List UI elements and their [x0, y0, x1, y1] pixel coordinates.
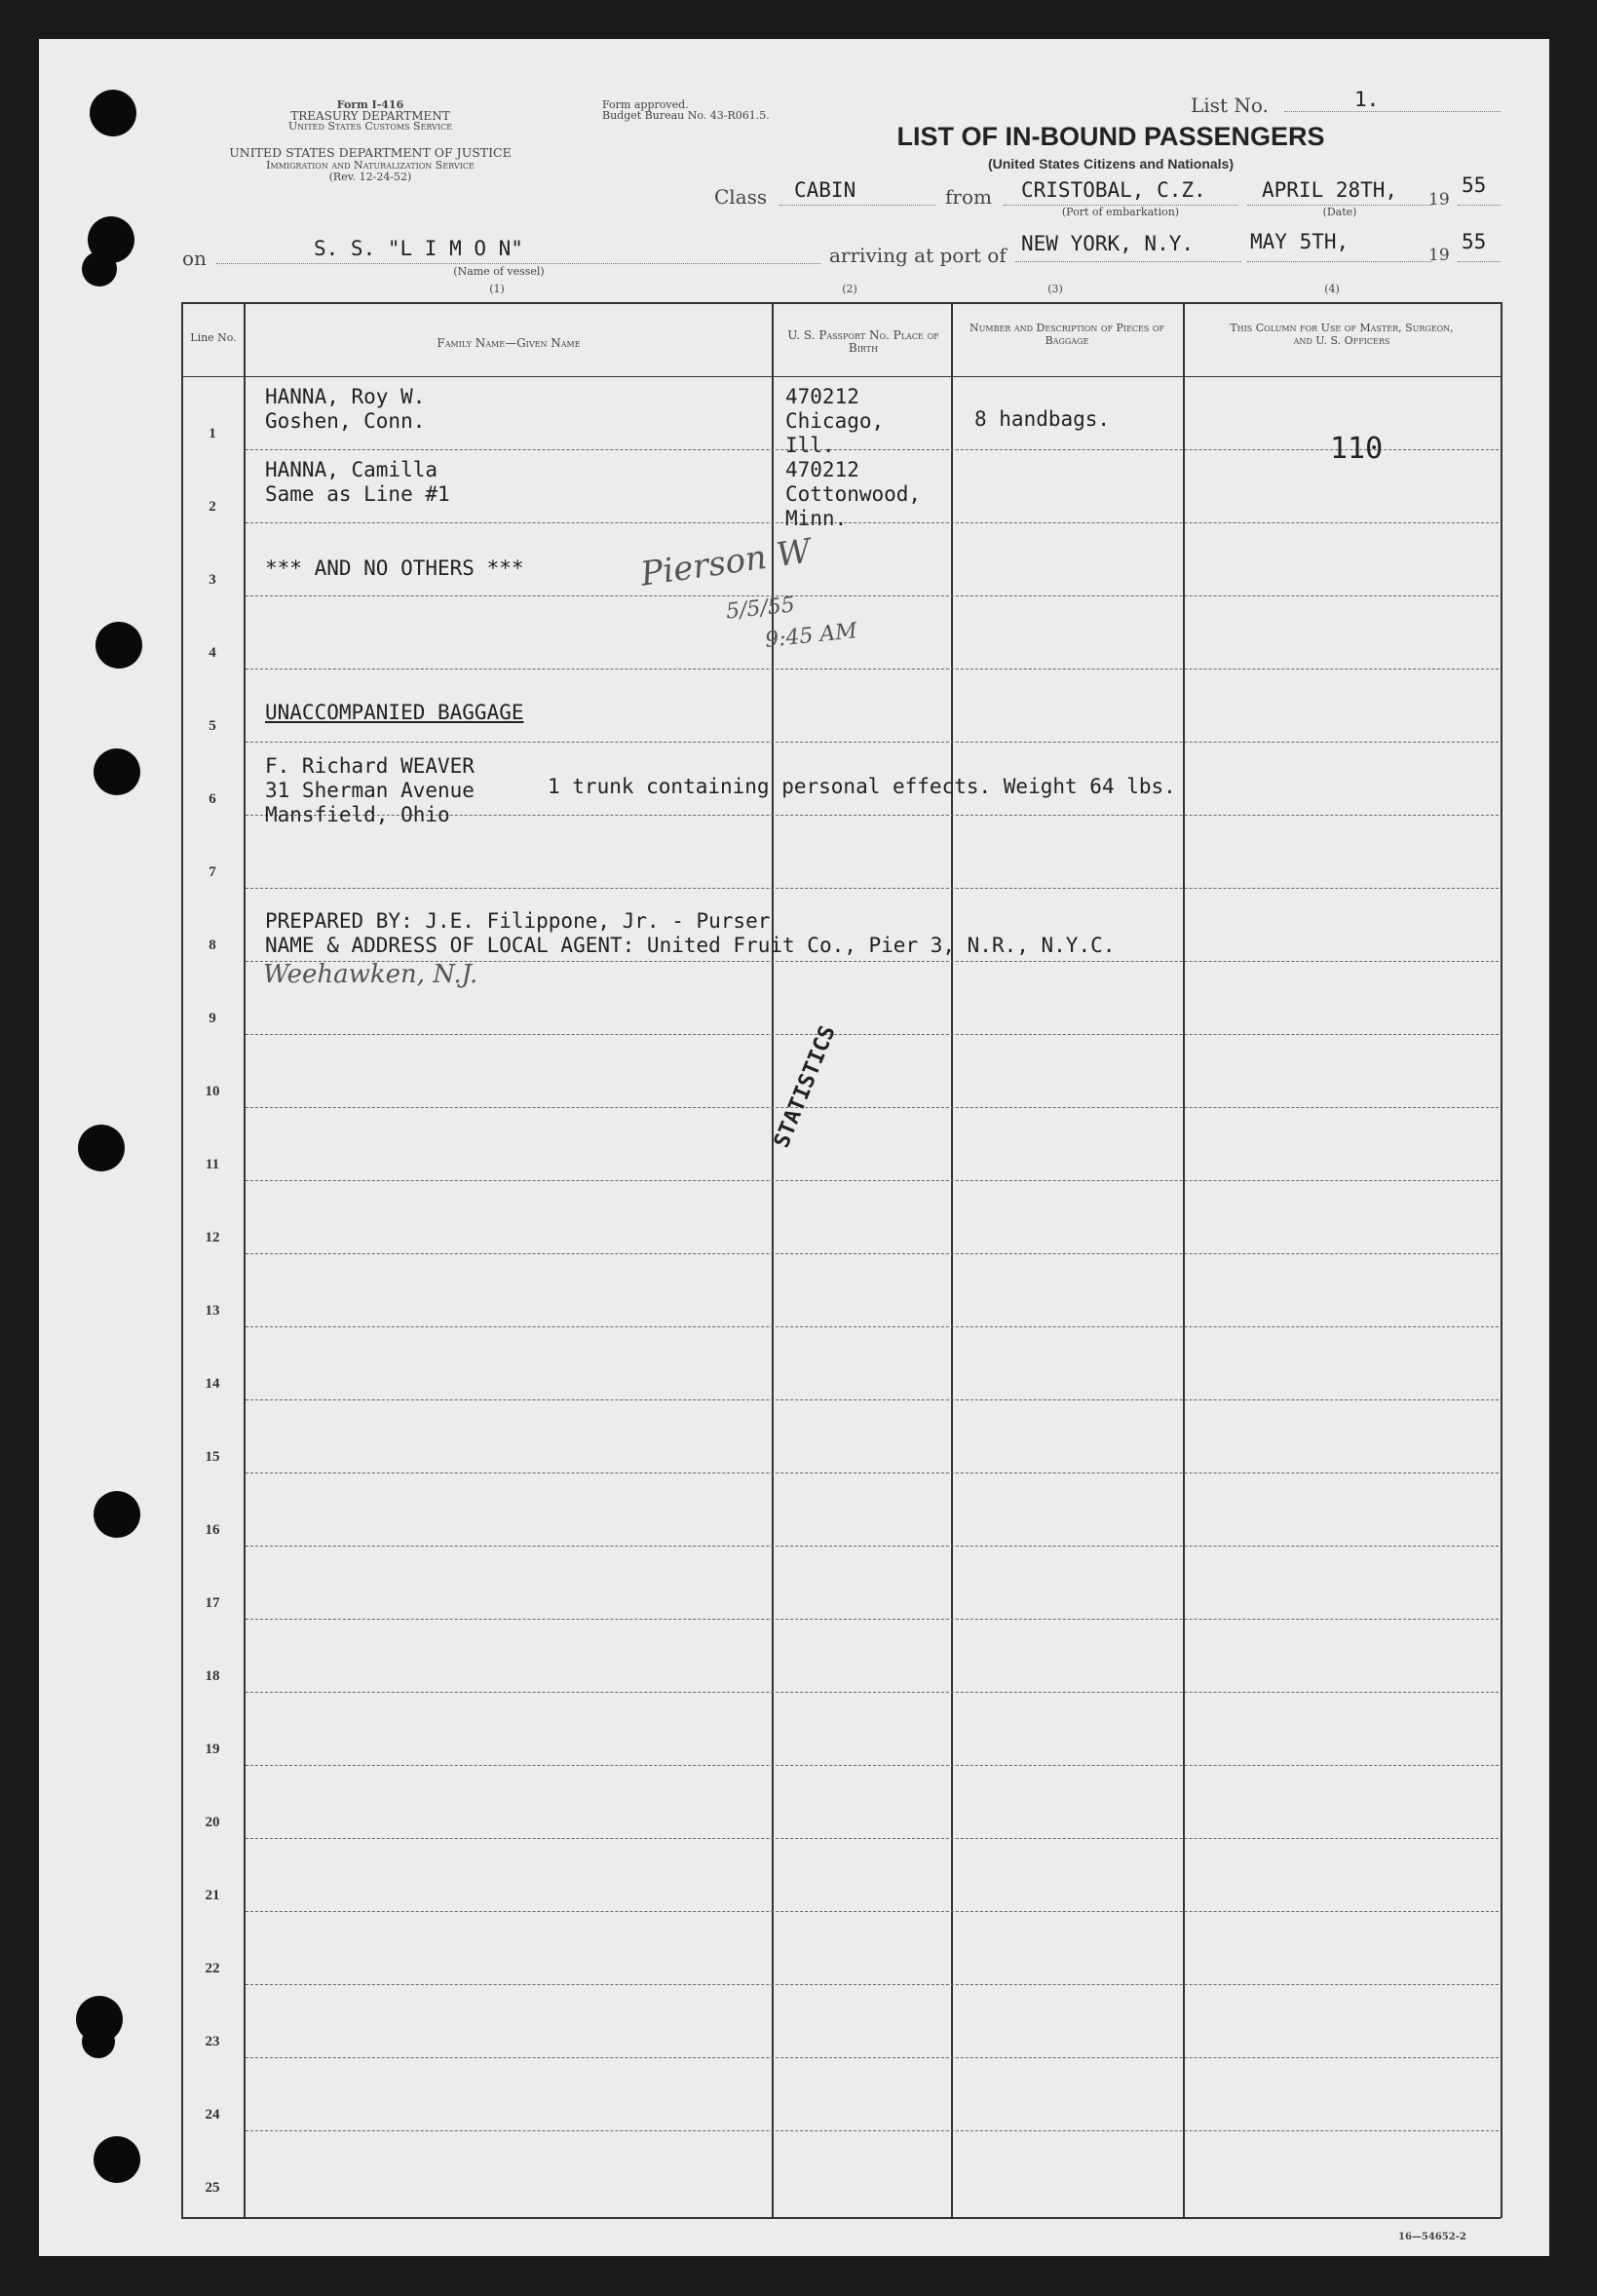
form-approved: Form approved. — [602, 98, 689, 111]
vessel-value: S. S. "L I M O N" — [314, 237, 523, 260]
arriving-label: arriving at port of — [829, 244, 1007, 267]
year-field-2 — [1458, 261, 1501, 262]
row-line — [246, 1180, 1499, 1181]
line-number: 3 — [209, 572, 216, 588]
list-no-value: 1. — [1354, 88, 1380, 111]
line-number: 23 — [205, 2034, 220, 2049]
line-number: 6 — [209, 791, 216, 807]
passenger-1-birthplace-state: Ill. — [785, 434, 835, 457]
line-number: 21 — [205, 1888, 220, 1903]
from-label: from — [945, 185, 992, 209]
line-number: 19 — [205, 1741, 220, 1757]
date-caption: (Date) — [1322, 206, 1357, 218]
inspector-time: 9:45 AM — [763, 619, 858, 653]
punch-hole — [95, 622, 142, 669]
line-number: 4 — [209, 645, 216, 661]
row-line — [246, 1692, 1499, 1693]
row-line — [246, 1911, 1499, 1912]
no-others-note: *** AND NO OTHERS *** — [265, 556, 524, 580]
officer-mark: 110 — [1330, 432, 1384, 466]
table-bottom-border — [181, 2217, 1501, 2219]
line-number: 1 — [209, 426, 216, 441]
row-line — [246, 1034, 1499, 1035]
line-number: 25 — [205, 2180, 220, 2196]
row-line — [246, 1326, 1499, 1327]
col-num-1: (1) — [489, 283, 505, 295]
unaccompanied-name: F. Richard WEAVER — [265, 754, 475, 778]
table-header-border — [181, 376, 1501, 377]
header-name: Family Name—Given Name — [437, 336, 581, 350]
vessel-caption: (Name of vessel) — [453, 265, 545, 278]
document-page — [39, 39, 1549, 2256]
arrival-port-value: NEW YORK, N.Y. — [1021, 232, 1195, 255]
passenger-2-address: Same as Line #1 — [265, 482, 450, 506]
passenger-1-passport: 470212 — [785, 385, 859, 408]
footer-code: 16—54652-2 — [1398, 2232, 1466, 2242]
row-line — [246, 742, 1499, 743]
inspector-signature: Pierson W — [638, 531, 814, 594]
punch-hole — [82, 2025, 115, 2058]
class-field — [779, 205, 935, 206]
table-top-border — [181, 302, 1501, 304]
line-number: 15 — [205, 1449, 220, 1465]
passenger-2-birthplace-state: Minn. — [785, 507, 848, 530]
line-number: 16 — [205, 1522, 220, 1538]
row-line — [246, 1838, 1499, 1839]
col-num-2: (2) — [842, 283, 857, 295]
from-value: CRISTOBAL, C.Z. — [1021, 178, 1206, 202]
punch-hole — [78, 1125, 125, 1171]
line-number: 14 — [205, 1376, 220, 1392]
class-label: Class — [714, 185, 768, 209]
passenger-1-baggage: 8 handbags. — [974, 407, 1111, 431]
line-number: 20 — [205, 1815, 220, 1830]
col-divider-passport — [951, 302, 953, 2218]
header-line-no: Line No. — [190, 331, 237, 344]
passenger-2-passport: 470212 — [785, 458, 859, 481]
form-subtitle: (United States Citizens and Nationals) — [987, 156, 1235, 172]
class-value: CABIN — [794, 178, 856, 202]
line-number: 22 — [205, 1961, 220, 1976]
vessel-field — [216, 263, 820, 264]
line-number: 10 — [205, 1084, 220, 1099]
line-number: 17 — [205, 1595, 220, 1611]
year-suffix-2: 55 — [1462, 230, 1487, 253]
local-agent: NAME & ADDRESS OF LOCAL AGENT: United Fruit Co., Pier 3, N.R., N.Y.C. — [265, 934, 1116, 957]
unaccompanied-description: 1 trunk containing personal effects. Weight 64 lbs. — [548, 775, 1176, 798]
col-num-4: (4) — [1324, 283, 1340, 295]
punch-hole — [82, 251, 117, 287]
passenger-1-name: HANNA, Roy W. — [265, 385, 426, 408]
table-right-border — [1501, 302, 1502, 2218]
row-line — [246, 595, 1499, 596]
row-line — [246, 1107, 1499, 1108]
unaccompanied-city: Mansfield, Ohio — [265, 803, 450, 826]
row-line — [246, 449, 1499, 450]
year-suffix-1: 55 — [1462, 173, 1487, 197]
form-number: Form I-416 — [336, 98, 404, 111]
row-line — [246, 1546, 1499, 1547]
justice-dept: UNITED STATES DEPARTMENT OF JUSTICE — [229, 145, 512, 160]
year-prefix-1: 19 — [1428, 190, 1450, 210]
arrival-port-field — [1015, 261, 1241, 262]
punch-hole — [94, 1491, 140, 1538]
treasury-dept: TREASURY DEPARTMENT — [290, 109, 450, 123]
on-label: on — [182, 247, 207, 270]
arrival-date-field — [1247, 261, 1432, 262]
line-number: 12 — [205, 1230, 220, 1245]
line-number: 11 — [205, 1157, 220, 1172]
budget-bureau: Budget Bureau No. 43-R061.5. — [602, 109, 770, 122]
header-officers: This Column for Use of Master, Surgeon, and U. S. Officers — [1230, 322, 1454, 347]
form-title: LIST OF IN-BOUND PASSENGERS — [896, 122, 1325, 151]
unaccompanied-heading: UNACCOMPANIED BAGGAGE — [265, 701, 524, 724]
line-number: 7 — [209, 864, 216, 880]
line-number: 2 — [209, 499, 216, 515]
header-baggage: Number and Description of Pieces of Baggage — [970, 322, 1164, 347]
customs-service: United States Customs Service — [287, 120, 453, 133]
col-divider-name — [772, 302, 774, 2218]
passenger-2-name: HANNA, Camilla — [265, 458, 438, 481]
row-line — [246, 669, 1499, 670]
ins-service: Immigration and Naturalization Service — [266, 159, 475, 172]
inspector-date: 5/5/55 — [724, 593, 796, 625]
row-line — [246, 2130, 1499, 2131]
punch-hole — [94, 748, 140, 795]
line-number: 24 — [205, 2107, 220, 2123]
table-left-border — [181, 302, 183, 2218]
arrival-date-value: MAY 5TH, — [1250, 230, 1350, 253]
from-caption: (Port of embarkation) — [1061, 206, 1180, 218]
year-field-1 — [1458, 205, 1501, 206]
line-number: 13 — [205, 1303, 220, 1319]
header-passport: U. S. Passport No. Place of Birth — [787, 328, 939, 355]
line-number: 5 — [209, 718, 216, 734]
passenger-1-birthplace: Chicago, — [785, 409, 885, 433]
list-no-label: List No. — [1191, 94, 1269, 117]
col-num-3: (3) — [1047, 283, 1063, 295]
prepared-by: PREPARED BY: J.E. Filippone, Jr. - Purser — [265, 909, 771, 933]
passenger-2-birthplace: Cottonwood, — [785, 482, 922, 506]
year-prefix-2: 19 — [1428, 246, 1450, 265]
revision: (Rev. 12-24-52) — [328, 171, 412, 183]
row-line — [246, 888, 1499, 889]
line-number: 9 — [209, 1011, 216, 1026]
date-value: APRIL 28TH, — [1262, 178, 1398, 202]
passenger-1-address: Goshen, Conn. — [265, 409, 426, 433]
list-no-field — [1284, 111, 1501, 112]
statistics-stamp: STATISTICS — [770, 1022, 841, 1152]
row-line — [246, 1253, 1499, 1254]
row-line — [246, 522, 1499, 523]
row-line — [246, 2057, 1499, 2058]
local-agent-handwritten: Weehawken, N.J. — [263, 960, 478, 989]
unaccompanied-street: 31 Sherman Avenue — [265, 779, 475, 802]
col-divider-line-no — [244, 302, 246, 2218]
row-line — [246, 1984, 1499, 1985]
line-number: 8 — [209, 938, 216, 953]
col-divider-baggage — [1183, 302, 1185, 2218]
row-line — [246, 1765, 1499, 1766]
line-number: 18 — [205, 1668, 220, 1684]
punch-hole — [90, 90, 136, 136]
row-line — [246, 1619, 1499, 1620]
punch-hole — [94, 2136, 140, 2183]
row-line — [246, 1399, 1499, 1400]
